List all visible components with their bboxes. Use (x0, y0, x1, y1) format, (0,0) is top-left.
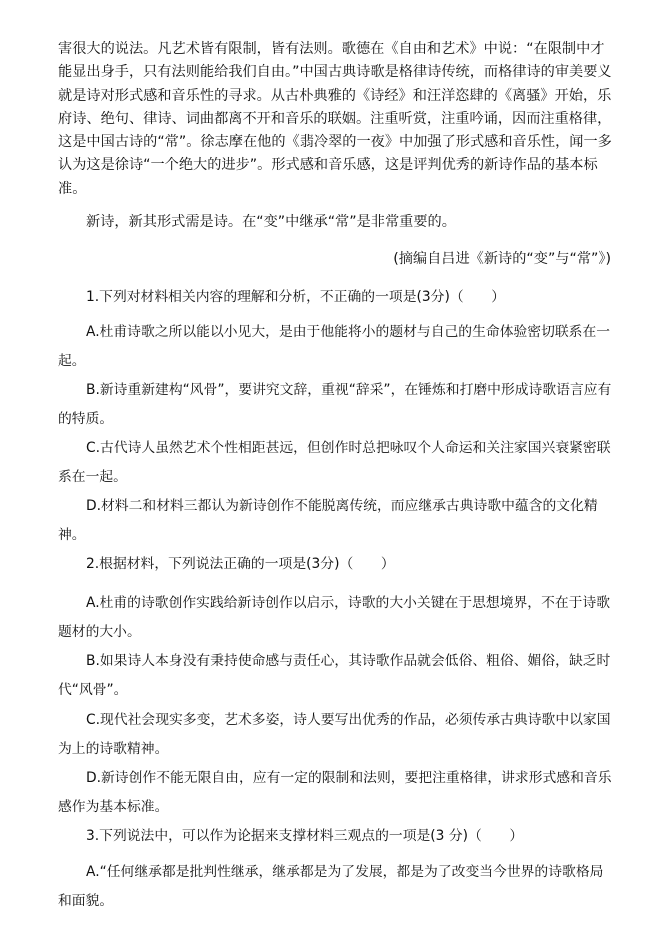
question-2-option-a: A.杜甫的诗歌创作实践给新诗创作以启示，诗歌的大小关键在于思想境界，不在于诗歌题材的大小。 (58, 595, 611, 640)
question-1-stem: 1.下列对材料相关内容的理解和分析，不正确的一项是(3分)（ ） (86, 289, 506, 305)
question-2-option-c: C.现代社会现实多变，艺术多姿，诗人要写出优秀的作品，必须传承古典诗歌中以家国为上的诗歌精神。 (58, 712, 611, 757)
question-2-stem: 2.根据材料，下列说法正确的一项是(3分)（ ） (86, 556, 395, 572)
question-2-option-b: B.如果诗人本身没有秉持使命感与责任心，其诗歌作品就会低俗、粗俗、媚俗，缺乏时代“风骨”。 (58, 653, 611, 698)
question-2-option-d: D.新诗创作不能无限自由，应有一定的限制和法则，要把注重格律，讲求形式感和音乐感作为基本标准。 (58, 770, 612, 815)
question-3-option-a: A.“任何继承都是批判性继承，继承都是为了发展，都是为了改变当今世界的诗歌格局和面貌。 (58, 864, 604, 909)
question-1-option-a: A.杜甫诗歌之所以能以小见大，是由于他能将小的题材与自己的生命体验密切联系在一起。 (58, 324, 611, 369)
question-1-option-d: D.材料二和材料三都认为新诗创作不能脱离传统，而应继承古典诗歌中蕴含的文化精神。 (58, 498, 598, 543)
source-citation: (摘编自吕进《新诗的“变”与“常”》) (393, 251, 611, 267)
passage-paragraph-2: 新诗，新其形式需是诗。在“变”中继承“常”是非常重要的。 (86, 214, 456, 230)
question-1-option-b: B.新诗重新建构“风骨”，要讲究文辞，重视“辞采”，在锤炼和打磨中形成诗歌语言应有的特质。 (58, 382, 612, 427)
question-1-option-c: C.古代诗人虽然艺术个性相距甚远，但创作时总把咏叹个人命运和关注家国兴衰紧密联系在一起。 (58, 440, 611, 485)
passage-paragraph-1: 害很大的说法。凡艺术皆有限制，皆有法则。歌德在《自由和艺术》中说：“在限制中才能显出身手，只有法则能给我们自由。”中国古典诗歌是格律诗传统，而格律诗的审美要义就是诗对形式感和音乐性的寻求。从古朴典雅的《诗经》和汪洋恣肆的《离骚》开始，乐府诗、绝句、律诗、词曲都离不开和音乐的联姻。注重听赏，注重吟诵，因而注重格律，这是中国古诗的“常”。徐志摩在他的《翡冷翠的一夜》中加强了形式感和音乐性，闻一多认为这是徐诗“一个绝大的进步”。形式感和音乐感，这是评判优秀的新诗作品的基本标准。 (58, 41, 612, 197)
question-3-stem: 3.下列说法中，可以作为论据来支撑材料三观点的一项是(3 分)（ ） (86, 828, 524, 844)
